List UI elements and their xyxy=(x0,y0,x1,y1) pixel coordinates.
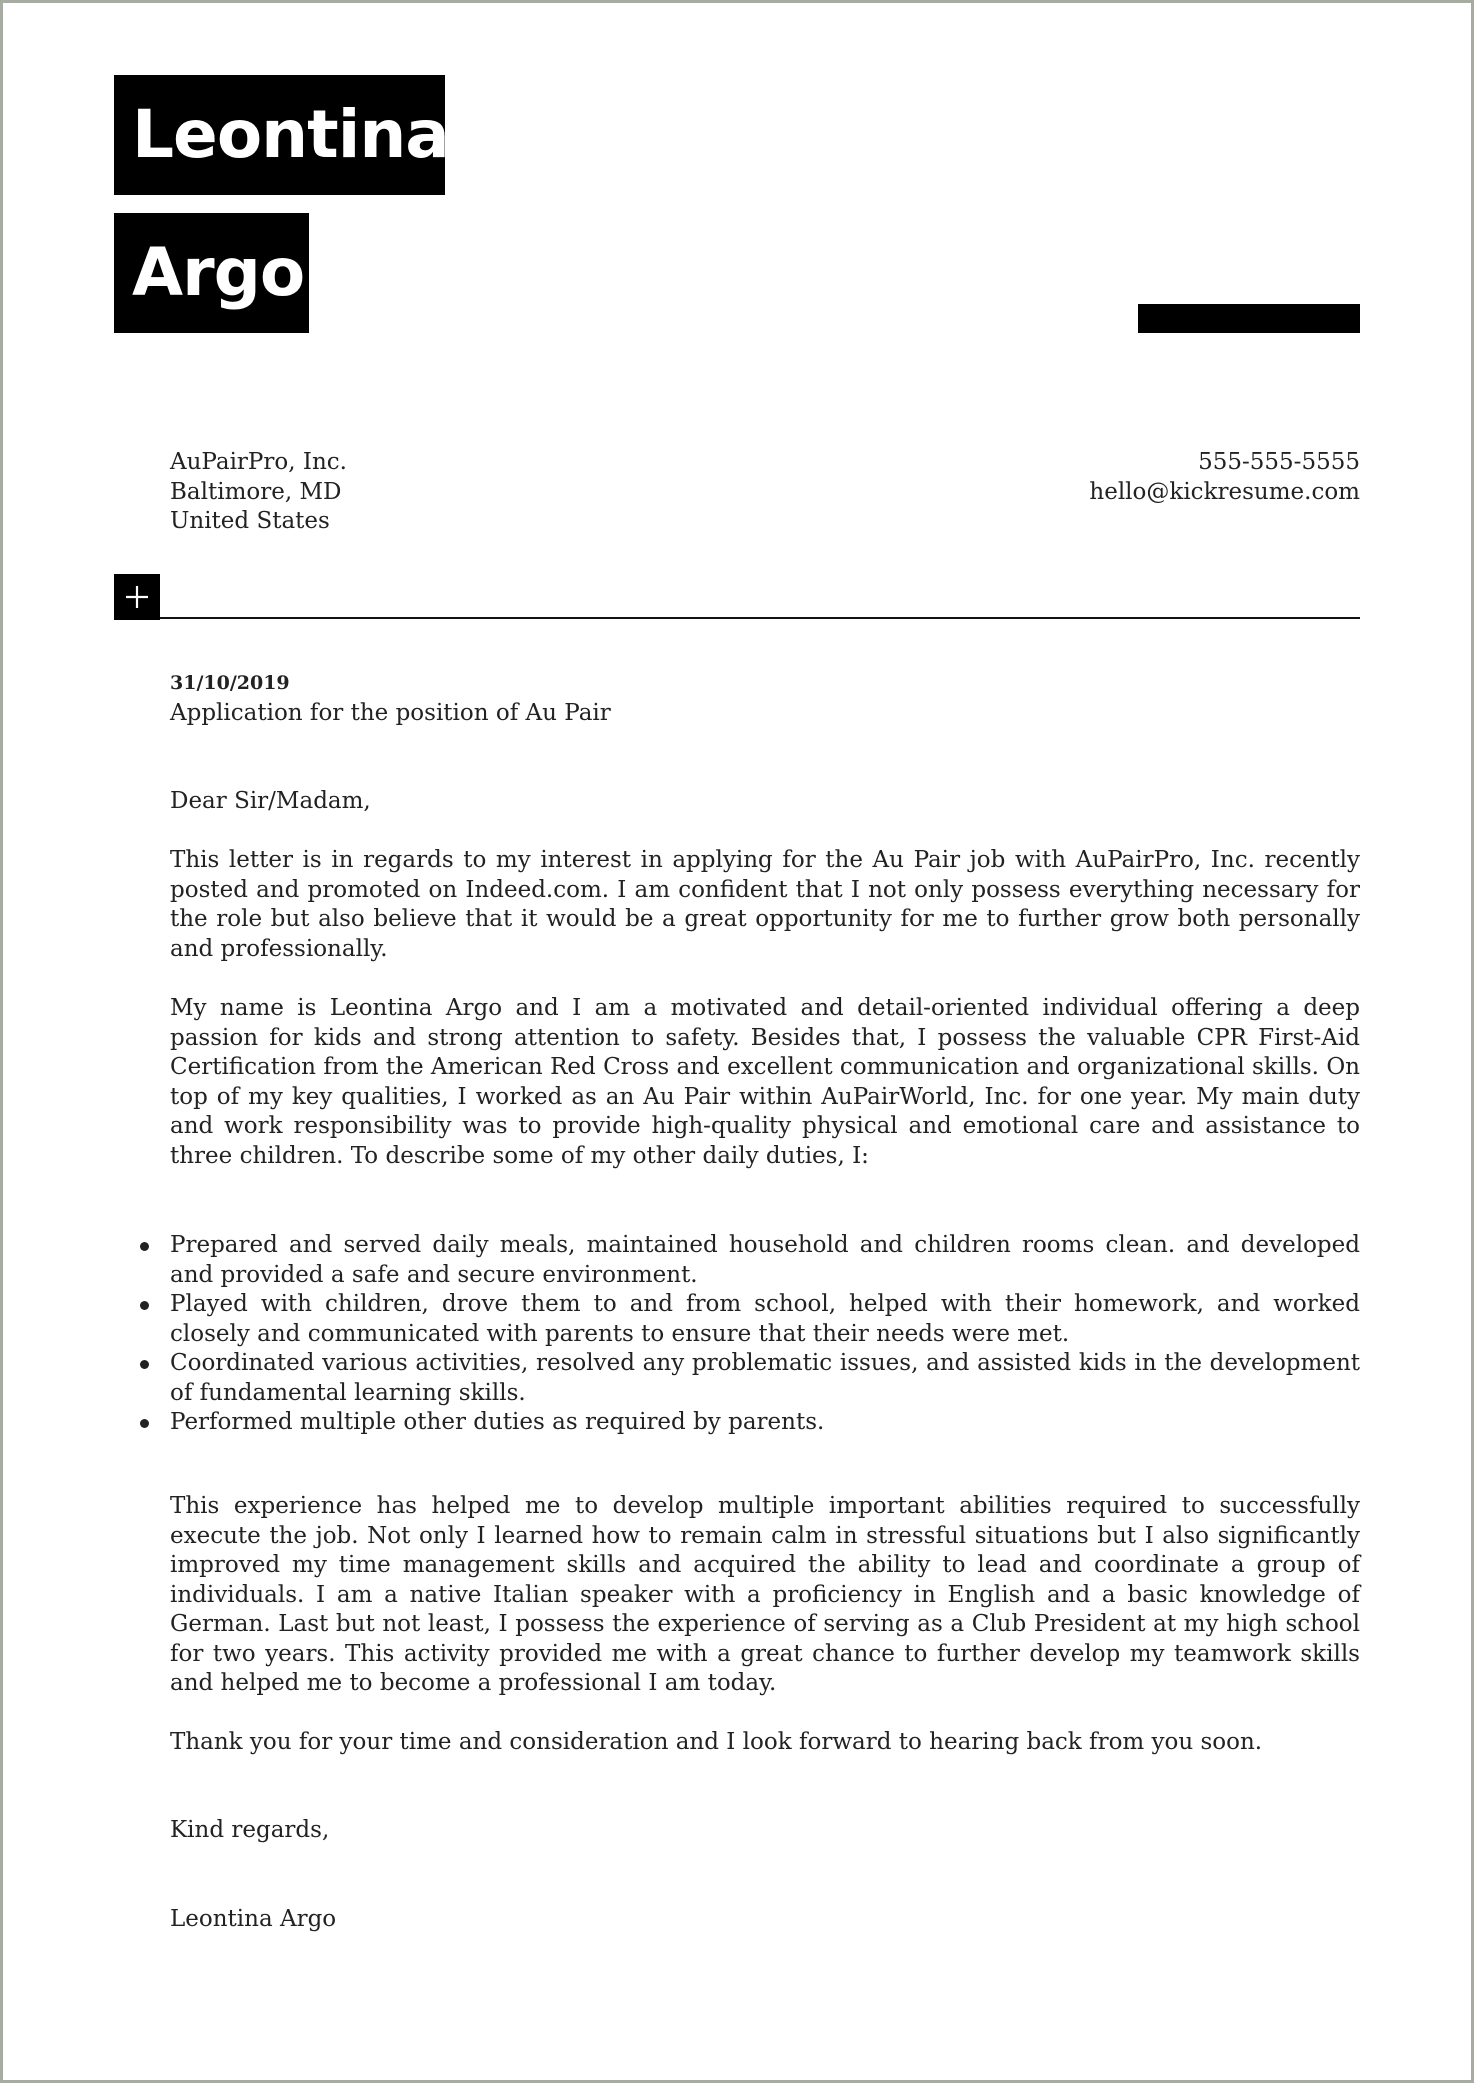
last-name-block: Argo xyxy=(114,213,309,333)
contact-phone: 555-555-5555 xyxy=(1198,449,1360,475)
recipient-company: AuPairPro, Inc. xyxy=(170,449,347,475)
letter-greeting: Dear Sir/Madam, xyxy=(170,788,371,814)
list-item xyxy=(170,1349,1360,1408)
list-item xyxy=(170,1408,1360,1438)
first-name-block: Leontina xyxy=(114,75,445,195)
bullet-icon xyxy=(140,1242,149,1251)
bullet-icon xyxy=(140,1419,149,1428)
contact-info xyxy=(1089,448,1360,507)
paragraph-thanks: Thank you for your time and consideration and I look forward to hearing back from you soon. xyxy=(170,1729,1263,1755)
recipient-address xyxy=(170,448,347,537)
list-item-text: Coordinated various activities, resolved any problematic issues, and assisted kids in the development of fundamental learning skills. xyxy=(170,1350,1360,1406)
list-item xyxy=(170,1231,1360,1290)
list-item-text: Performed multiple other duties as required by parents. xyxy=(170,1409,825,1435)
recipient-country: United States xyxy=(170,508,330,534)
contact-email: hello@kickresume.com xyxy=(1089,478,1360,505)
list-item xyxy=(170,1290,1360,1349)
list-item-text: Prepared and served daily meals, maintained household and children rooms clean. and developed and provided a safe and secure environment. xyxy=(170,1232,1360,1288)
accent-bar xyxy=(1138,304,1360,333)
letter-closing: Kind regards, xyxy=(170,1817,330,1843)
letter-signature: Leontina Argo xyxy=(170,1906,337,1932)
list-item-text: Played with children, drove them to and from school, helped with their homework, and worked closely and communicated with parents to ensure that their needs were met. xyxy=(170,1291,1360,1347)
paragraph-experience: This experience has helped me to develop multiple important abilities required to successfully execute the job. Not only I learned how to remain calm in stressful situations but I also significantly improved my time management skills and acquired the ability to lead and coordinate a group of individuals. I am a native Italian speaker with a proficiency in English and a basic knowledge of German. Last but not least, I possess the experience of serving as a Club President at my high school for two years. This activity provided me with a great chance to further develop my teamwork skills and helped me to become a professional I am today. xyxy=(170,1493,1360,1696)
letter-date: 31/10/2019 xyxy=(170,672,290,694)
plus-icon xyxy=(114,574,160,620)
paragraph-intro: This letter is in regards to my interest in applying for the Au Pair job with AuPairPro, Inc. recently posted and promoted on Indeed.com. I am confident that I not only possess everything necessary for the role but also believe that it would be a great opportunity for me to further grow both personally and professionally. xyxy=(170,847,1360,962)
bullet-icon xyxy=(140,1360,149,1369)
bullet-icon xyxy=(140,1301,149,1310)
duties-list xyxy=(170,1231,1360,1438)
recipient-city: Baltimore, MD xyxy=(170,478,342,505)
letter-subject: Application for the position of Au Pair xyxy=(170,700,611,726)
paragraph-background: My name is Leontina Argo and I am a motivated and detail-oriented individual offering a deep passion for kids and strong attention to safety. Besides that, I possess the valuable CPR First-Aid Certification from the American Red Cross and excellent communication and organizational skills. On top of my key qualities, I worked as an Au Pair within AuPairWorld, Inc. for one year. My main duty and work responsibility was to provide high-quality physical and emotional care and assistance to three children. To describe some of my other daily duties, I: xyxy=(170,995,1360,1169)
section-divider xyxy=(160,617,1360,619)
